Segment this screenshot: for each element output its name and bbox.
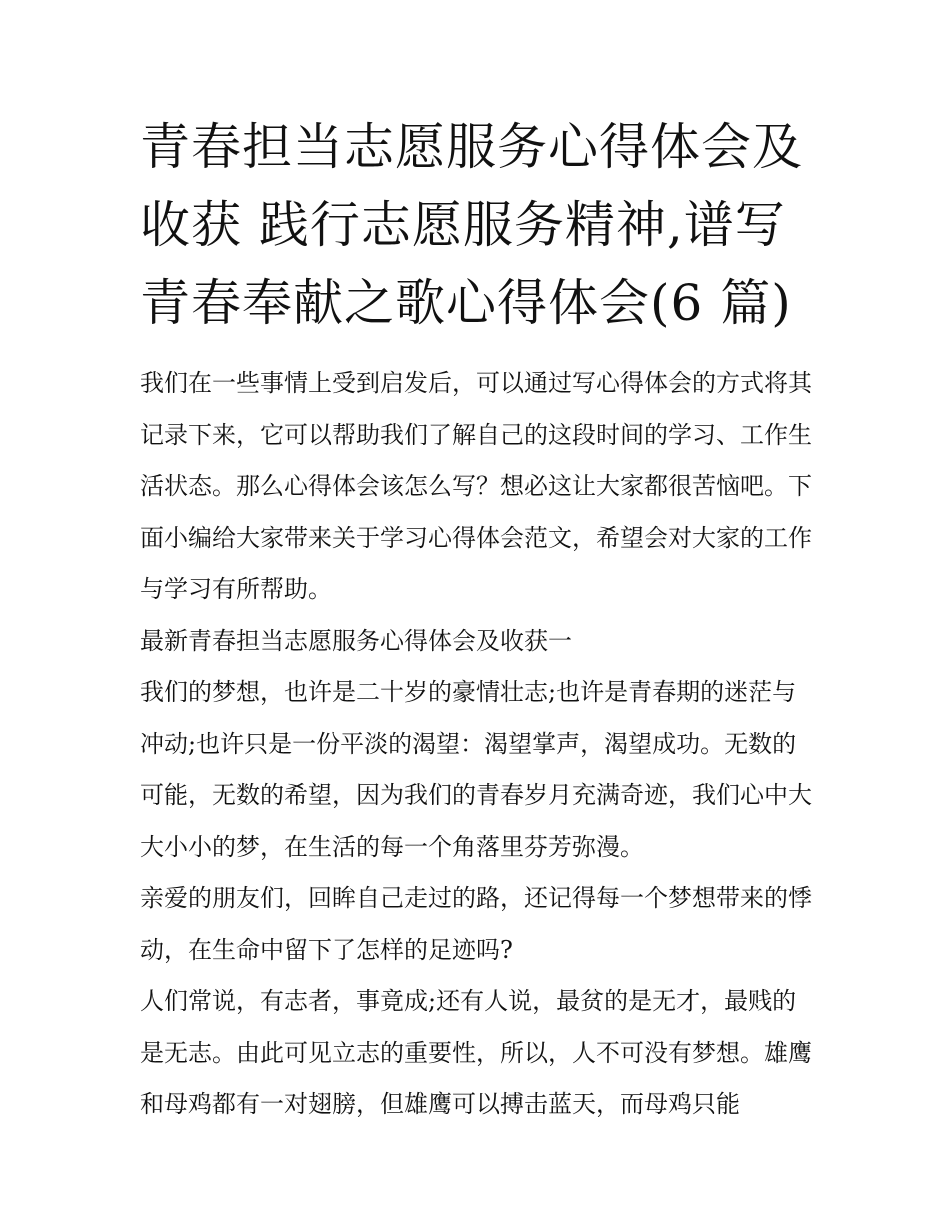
document-title: 青春担当志愿服务心得体会及收获 践行志愿服务精神,谱写青春奉献之歌心得体会(6 篇) bbox=[140, 118, 803, 332]
document-content bbox=[140, 108, 812, 1131]
intro-paragraph: 我们在一些事情上受到启发后，可以通过写心得体会的方式将其记录下来，它可以帮助我们了解自己的这段时间的学习、工作生活状态。那么心得体会该怎么写？想必这让大家都很苦恼吧。下面小编给大家带来关于学习心得体会范文，希望会对大家的工作与学习有所帮助。 bbox=[140, 369, 812, 603]
section-heading: 最新青春担当志愿服务心得体会及收获一 bbox=[140, 626, 572, 655]
document-body bbox=[140, 358, 812, 1131]
body-paragraph: 我们的梦想，也许是二十岁的豪情壮志;也许是青春期的迷茫与冲动;也许只是一份平淡的渴望：渴望掌声，渴望成功。无数的可能，无数的希望，因为我们的青春岁月充满奇迹，我们心中大大小小的梦，在生活的每一个角落里芬芳弥漫。 bbox=[140, 678, 812, 861]
body-paragraph: 人们常说，有志者，事竟成;还有人说，最贫的是无才，最贱的是无志。由此可见立志的重要性，所以，人不可没有梦想。雄鹰和母鸡都有一对翅膀，但雄鹰可以搏击蓝天，而母鸡只能 bbox=[140, 987, 812, 1118]
body-paragraph: 亲爱的朋友们，回眸自己走过的路，还记得每一个梦想带来的悸动，在生命中留下了怎样的足迹吗? bbox=[140, 884, 812, 964]
